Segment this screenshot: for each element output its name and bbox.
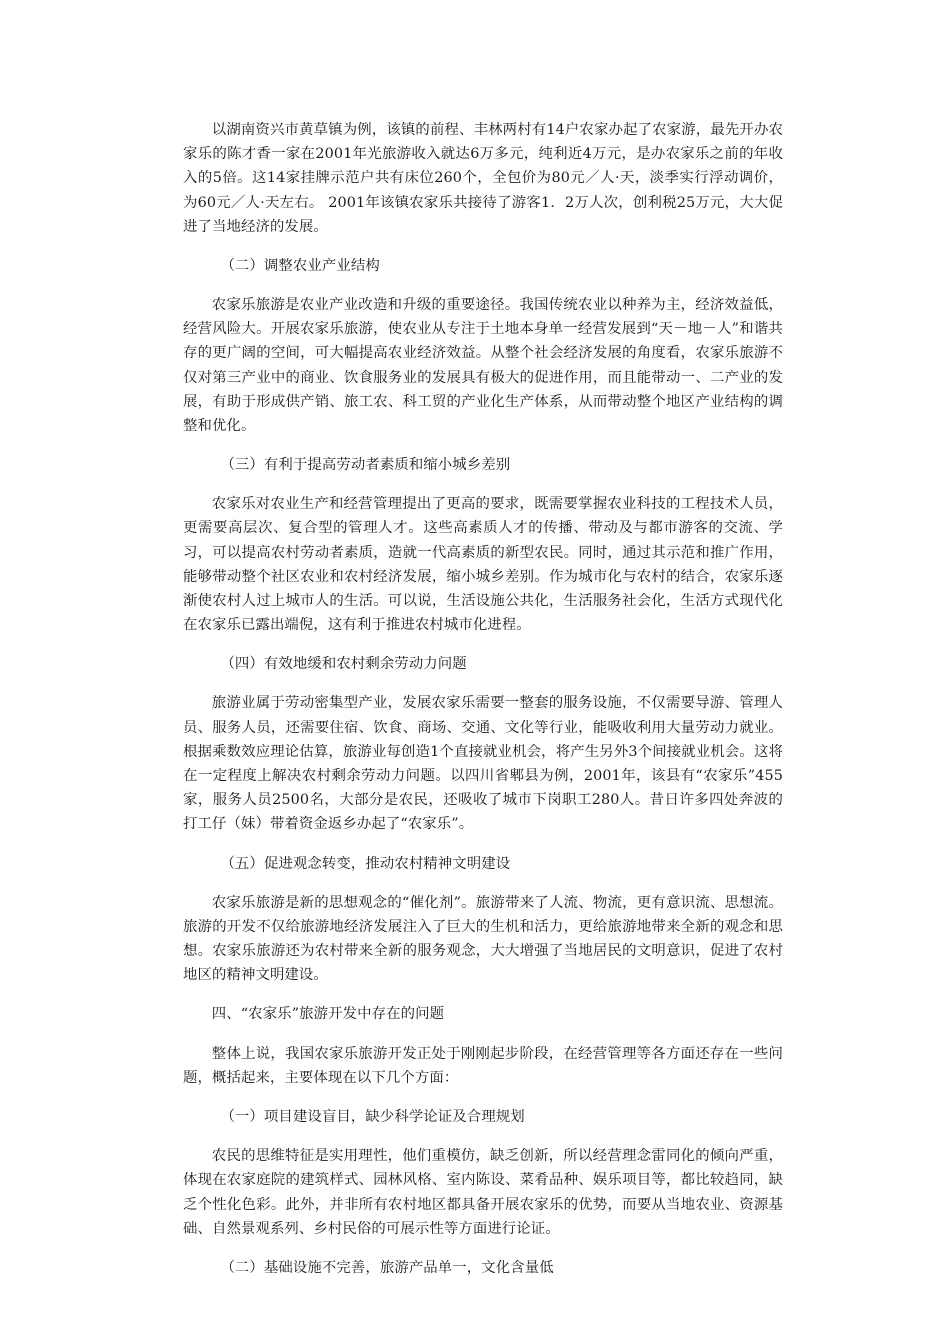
section-heading-infrastructure: （二）基础设施不完善，旅游产品单一，文化含量低 — [220, 1259, 554, 1276]
paragraph-blind-construction: 农民的思维特征是实用理性，他们重模仿，缺乏创新，所以经营理念雷同化的倾向严重，体现在农家庭院的建筑样式、园林风格、室内陈设、菜肴品种、娱乐项目等，都比较趋同，缺乏个性化色彩。此外，并非所有农村地区都具备开展农家乐的优势，而要从当地农业、资源基础、自然景观系列、乡村民俗的可展示性等方面进行论证。 — [183, 1148, 783, 1237]
section-heading-labor-quality: （三）有利于提高劳动者素质和缩小城乡差别 — [220, 457, 511, 474]
section-heading-concept-change: （五）促进观念转变，推动农村精神文明建设 — [220, 855, 511, 872]
paragraph-industry-structure: 农家乐旅游是农业产业改造和升级的重要途径。我国传统农业以种养为主，经济效益低，经营风险大。开展农家乐旅游，使农业从专注于土地本身单一经营发展到“天－地－人”和谐共存的更广阔的空间，可大幅提高农业经济效益。从整个社会经济发展的角度看，农家乐旅游不仅对第三产业中的商业、饮食服务业的发展具有极大的促进作用，而且能带动一、二产业的发展，有助于形成供产销、旅工农、科工贸的产业化生产体系，从而带动整个地区产业结构的调整和优化。 — [183, 297, 783, 435]
paragraph-problems-overview: 整体上说，我国农家乐旅游开发正处于刚刚起步阶段，在经营管理等各方面还存在一些问题，概括起来，主要体现在以下几个方面： — [183, 1045, 783, 1086]
paragraph-surplus-labor: 旅游业属于劳动密集型产业，发展农家乐需要一整套的服务设施，不仅需要导游、管理人员、服务人员，还需要住宿、饮食、商场、交通、文化等行业，能吸收利用大量劳动力就业。根据乘数效应理论估算，旅游业每创造1个直接就业机会，将产生另外3个间接就业机会。这将在一定程度上解决农村剩余劳动力问题。以四川省郫县为例，2001年，该县有“农家乐”455家，服务人员2500名，大部分是农民，还吸收了城市下岗职工280人。昔日许多四处奔波的打工仔（妹）带着资金返乡办起了“农家乐”。 — [183, 695, 783, 833]
paragraph-labor-quality: 农家乐对农业生产和经营管理提出了更高的要求，既需要掌握农业科技的工程技术人员，更需要高层次、复合型的管理人才。这些高素质人才的传播、带动及与都市游客的交流、学习，可以提高农村劳动者素质，造就一代高素质的新型农民。同时，通过其示范和推广作用，能够带动整个社区农业和农村经济发展，缩小城乡差别。作为城市化与农村的结合，农家乐逐渐使农村人过上城市人的生活。可以说，生活设施公共化，生活服务社会化，生活方式现代化在农家乐已露出端倪，这有利于推进农村城市化进程。 — [183, 496, 783, 634]
section-heading-blind-construction: （一）项目建设盲目，缺少科学论证及合理规划 — [220, 1109, 525, 1126]
document-page — [183, 118, 783, 1295]
section-heading-surplus-labor: （四）有效地缓和农村剩余劳动力问题 — [220, 656, 467, 673]
chapter-heading-problems: 四、“农家乐”旅游开发中存在的问题 — [211, 1006, 445, 1023]
section-heading-industry-structure: （二）调整农业产业结构 — [220, 258, 380, 275]
paragraph-huangcao-example: 以湖南资兴市黄草镇为例，该镇的前程、丰林两村有14户农家办起了农家游，最先开办农家乐的陈才香一家在2001年光旅游收入就达6万多元，纯利近4万元，是办农家乐之前的年收入的5倍。这14家挂牌示范户共有床位260个，全包价为80元／人·天，淡季实行浮动调价，为60元／人·天左右。 2001年该镇农家乐共接待了游客1．2万人次，创利税25万元，大大促进了当地经济的发展。 — [183, 122, 783, 235]
paragraph-concept-change: 农家乐旅游是新的思想观念的“催化剂”。旅游带来了人流、物流，更有意识流、思想流。旅游的开发不仅给旅游地经济发展注入了巨大的生机和活力，更给旅游地带来全新的观念和思想。农家乐旅游还为农村带来全新的服务观念，大大增强了当地居民的文明意识，促进了农村地区的精神文明建设。 — [183, 894, 783, 984]
